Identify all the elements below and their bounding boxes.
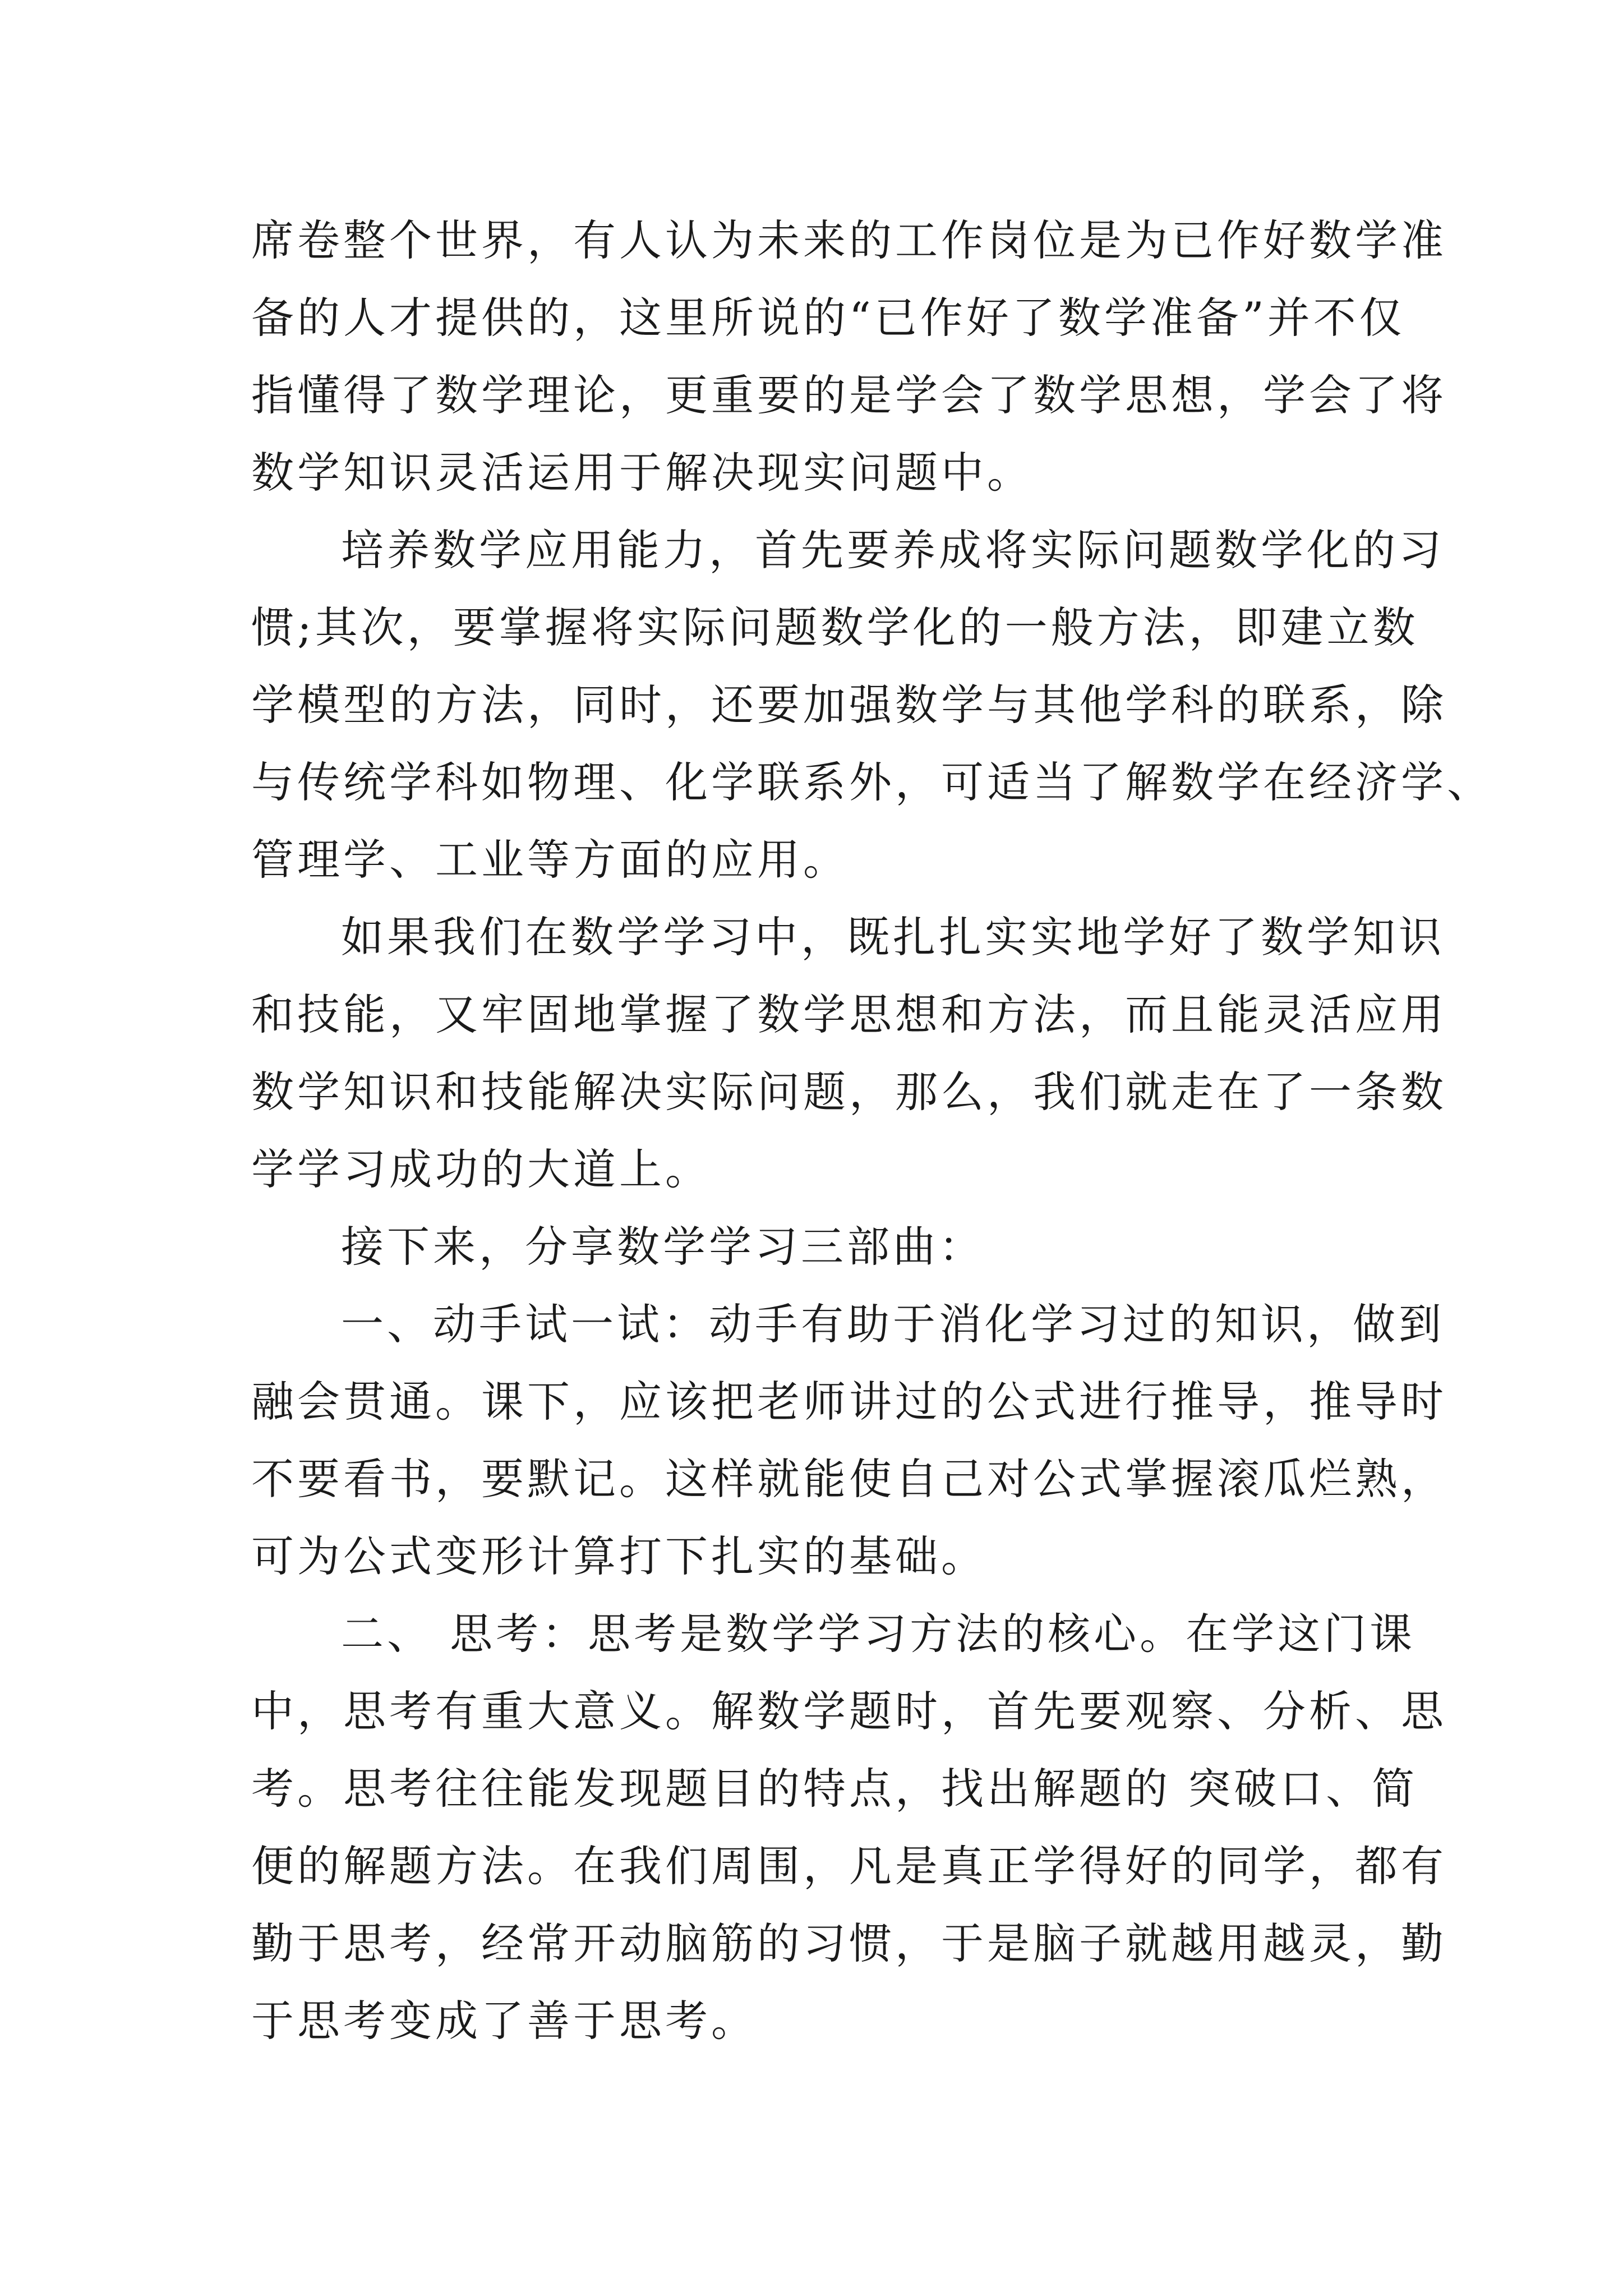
text-line: 可为公式变形计算打下扎实的基础。 (251, 1531, 987, 1581)
text-line: 和技能，又牢固地掌握了数学思想和方法，而且能灵活应用 (251, 990, 1447, 1039)
text-line: 管理学、工业等方面的应用。 (251, 835, 849, 885)
text-line: 数学知识和技能解决实际问题，那么，我们就走在了一条数 (251, 1067, 1447, 1117)
text-line: 如果我们在数学学习中，既扎扎实实地学好了数学知识 (341, 912, 1445, 962)
text-line: 惯;其次，要掌握将实际问题数学化的一般方法，即建立数 (251, 602, 1419, 652)
text-line: 接下来，分享数学学习三部曲： (341, 1222, 985, 1272)
text-line: 中，思考有重大意义。解数学题时，首先要观察、分析、思 (251, 1686, 1447, 1736)
text-line: 二、 思考：思考是数学学习方法的核心。在学这门课 (341, 1609, 1416, 1659)
text-line: 于思考变成了善于思考。 (251, 1996, 757, 2046)
text-line: 席卷整个世界，有人认为未来的工作岗位是为已作好数学准 (251, 215, 1447, 265)
text-line: 与传统学科如物理、化学联系外，可适当了解数学在经济学、 (251, 757, 1493, 807)
text-line: 学学习成功的大道上。 (251, 1144, 711, 1194)
text-line: 一、动手试一试：动手有助于消化学习过的知识，做到 (341, 1299, 1445, 1349)
text-line: 学模型的方法，同时，还要加强数学与其他学科的联系，除 (251, 680, 1447, 730)
text-line: 指懂得了数学理论，更重要的是学会了数学思想，学会了将 (251, 370, 1447, 420)
text-line: 勤于思考，经常开动脑筋的习惯，于是脑子就越用越灵，勤 (251, 1918, 1447, 1968)
text-line: 不要看书，要默记。这样就能使自己对公式掌握滚瓜烂熟， (251, 1454, 1447, 1504)
text-line: 融会贯通。课下，应该把老师讲过的公式进行推导，推导时 (251, 1377, 1447, 1427)
text-line: 备的人才提供的，这里所说的“已作好了数学准备”并不仅 (251, 293, 1405, 343)
text-line: 便的解题方法。在我们周围，凡是真正学得好的同学，都有 (251, 1841, 1447, 1891)
text-line: 培养数学应用能力，首先要养成将实际问题数学化的习 (341, 525, 1445, 575)
body-text (251, 202, 1493, 2060)
text-line: 考。思考往往能发现题目的特点，找出解题的 突破口、简 (251, 1764, 1418, 1814)
text-line: 数学知识灵活运用于解决现实问题中。 (251, 448, 1033, 498)
